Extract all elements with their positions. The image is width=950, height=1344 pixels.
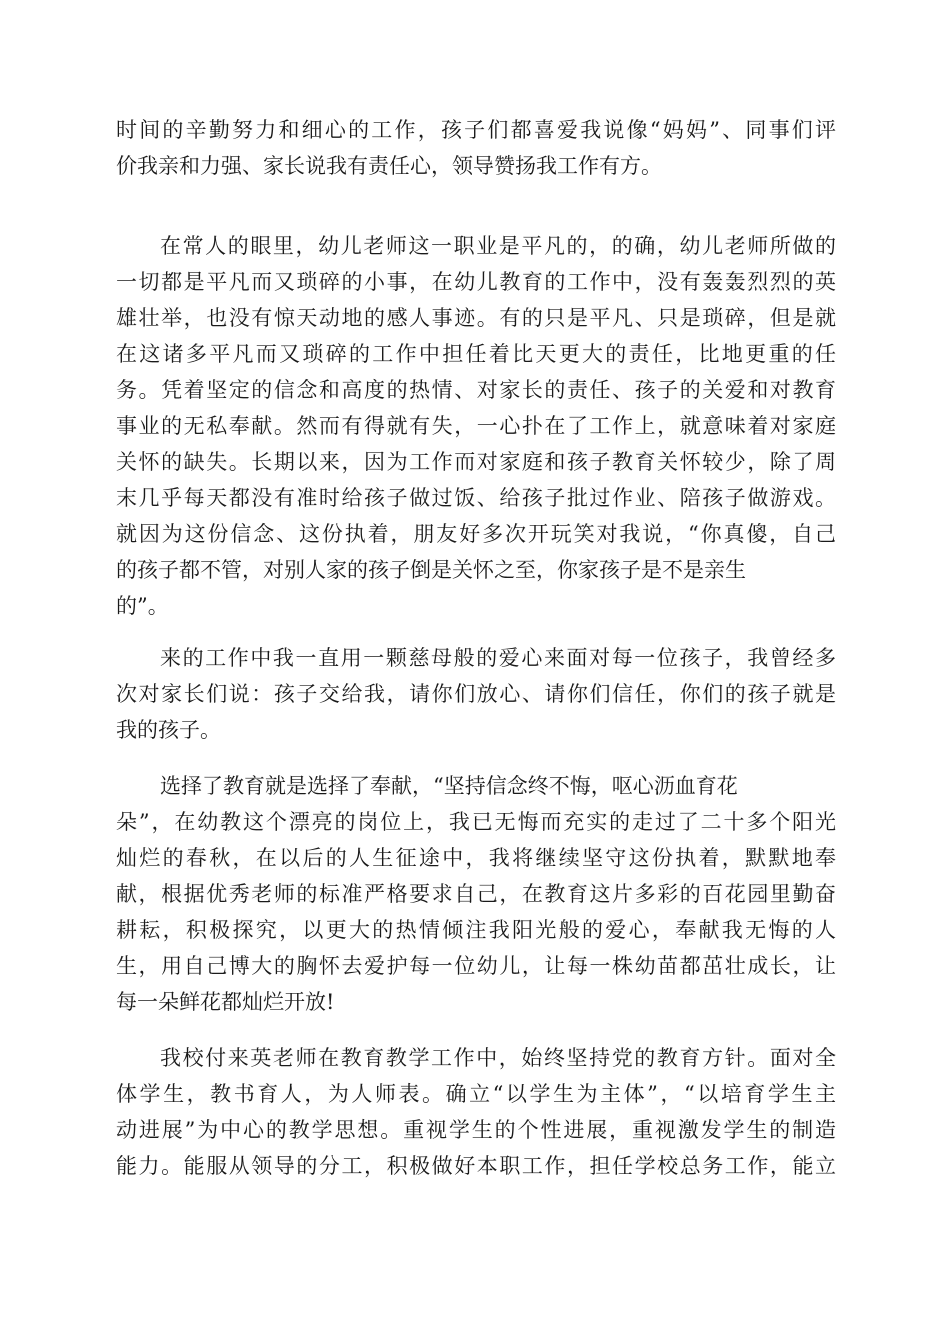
text-line: 每一朵鲜花都灿烂开放!	[116, 990, 335, 1014]
text-line: 来的工作中我一直用一颗慈母般的爱心来面对每一位孩子，我曾经多	[160, 646, 836, 670]
text-line: 时间的辛勤努力和细心的工作，孩子们都喜爱我说像“妈妈”、同事们评	[116, 118, 836, 142]
text-line: 就因为这份信念、这份执着，朋友好多次开玩笑对我说，“你真傻，自己	[116, 522, 836, 546]
text-line: 能力。能服从领导的分工，积极做好本职工作，担任学校总务工作，能立	[116, 1154, 836, 1178]
text-line: 务。凭着坚定的信念和高度的热情、对家长的责任、孩子的关爱和对教育	[116, 378, 836, 402]
text-line: 在这诸多平凡而又琐碎的工作中担任着比天更大的责任，比地更重的任	[116, 342, 836, 366]
text-line: 次对家长们说：孩子交给我，请你们放心、请你们信任，你们的孩子就是	[116, 682, 836, 706]
text-line: 灿烂的春秋，在以后的人生征途中，我将继续坚守这份执着，默默地奉	[116, 846, 836, 870]
text-line: 选择了教育就是选择了奉献，“坚持信念终不悔，呕心沥血育花	[160, 774, 738, 798]
text-line: 价我亲和力强、家长说我有责任心，领导赞扬我工作有方。	[116, 154, 662, 178]
text-line: 动进展”为中心的教学思想。重视学生的个性进展，重视激发学生的制造	[116, 1118, 836, 1142]
text-line: 一切都是平凡而又琐碎的小事，在幼儿教育的工作中，没有轰轰烈烈的英	[116, 270, 836, 294]
paragraph-1	[116, 112, 836, 184]
text-line: 体学生，教书育人，为人师表。确立“以学生为主体”，“以培育学生主	[116, 1082, 836, 1106]
text-line: 雄壮举，也没有惊天动地的感人事迹。有的只是平凡、只是琐碎，但是就	[116, 306, 836, 330]
text-line: 献，根据优秀老师的标准严格要求自己，在教育这片多彩的百花园里勤奋	[116, 882, 836, 906]
text-line: 的孩子都不管，对别人家的孩子倒是关怀之至，你家孩子是不是亲生	[116, 558, 746, 582]
paragraph-2	[116, 228, 836, 624]
paragraph-3	[116, 640, 836, 748]
text-line: 末几乎每天都没有准时给孩子做过饭、给孩子批过作业、陪孩子做游戏。	[116, 486, 836, 510]
text-line: 生，用自己博大的胸怀去爱护每一位幼儿，让每一株幼苗都茁壮成长，让	[116, 954, 836, 978]
text-line: 我的孩子。	[116, 718, 221, 742]
text-line: 朵”，在幼教这个漂亮的岗位上，我已无悔而充实的走过了二十多个阳光	[116, 810, 836, 834]
paragraph-5	[116, 1040, 836, 1184]
text-line: 的”。	[116, 594, 169, 618]
text-line: 事业的无私奉献。然而有得就有失，一心扑在了工作上，就意味着对家庭	[116, 414, 836, 438]
paragraph-4	[116, 768, 836, 1020]
text-line: 在常人的眼里，幼儿老师这一职业是平凡的，的确，幼儿老师所做的	[160, 234, 836, 258]
text-line: 耕耘，积极探究，以更大的热情倾注我阳光般的爱心，奉献我无悔的人	[116, 918, 836, 942]
text-line: 关怀的缺失。长期以来，因为工作而对家庭和孩子教育关怀较少，除了周	[116, 450, 836, 474]
text-line: 我校付来英老师在教育教学工作中，始终坚持党的教育方针。面对全	[160, 1046, 836, 1070]
